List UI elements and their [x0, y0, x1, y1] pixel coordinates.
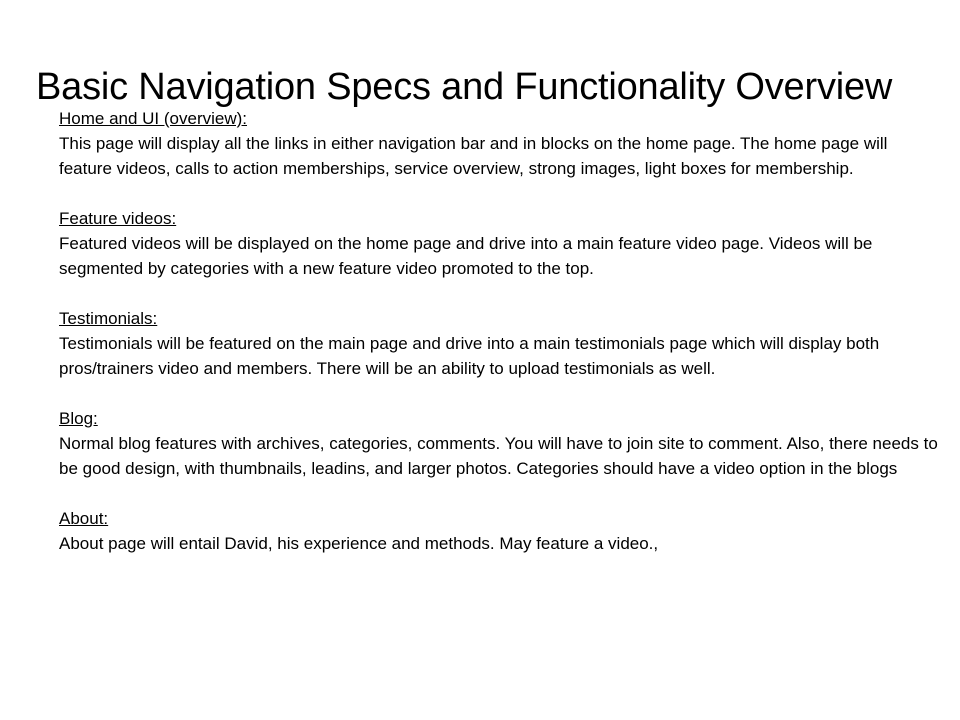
section-home-ui: [59, 106, 939, 181]
section-heading: Feature videos:: [59, 209, 177, 228]
section-heading: Home and UI (overview):: [59, 109, 248, 128]
section-heading: Blog:: [59, 409, 98, 428]
section-paragraph: Testimonials will be featured on the main page and drive into a main testimonials page which will display both pros/trainers video and members. There will be an ability to upload testimonials as well.: [59, 334, 880, 378]
slide-body: [59, 106, 939, 581]
section-paragraph: Normal blog features with archives, categories, comments. You will have to join site to comment. Also, there needs to be good design, with thumbnails, leadins, and larger photos. Categories should have a video option in the blogs: [59, 434, 938, 478]
section-heading: Testimonials:: [59, 309, 158, 328]
section-blog: [59, 406, 939, 481]
section-feature-videos: [59, 206, 939, 281]
section-paragraph: About page will entail David, his experience and methods. May feature a video.,: [59, 534, 659, 553]
section-about: [59, 506, 939, 556]
section-paragraph: This page will display all the links in either navigation bar and in blocks on the home page. The home page will feature videos, calls to action memberships, service overview, strong images, light boxes for membership.: [59, 134, 888, 178]
section-paragraph: Featured videos will be displayed on the home page and drive into a main feature video page. Videos will be segmented by categories with a new feature video promoted to the top.: [59, 234, 873, 278]
section-heading: About:: [59, 509, 109, 528]
section-testimonials: [59, 306, 939, 381]
slide-title: Basic Navigation Specs and Functionality Overview: [36, 66, 893, 109]
